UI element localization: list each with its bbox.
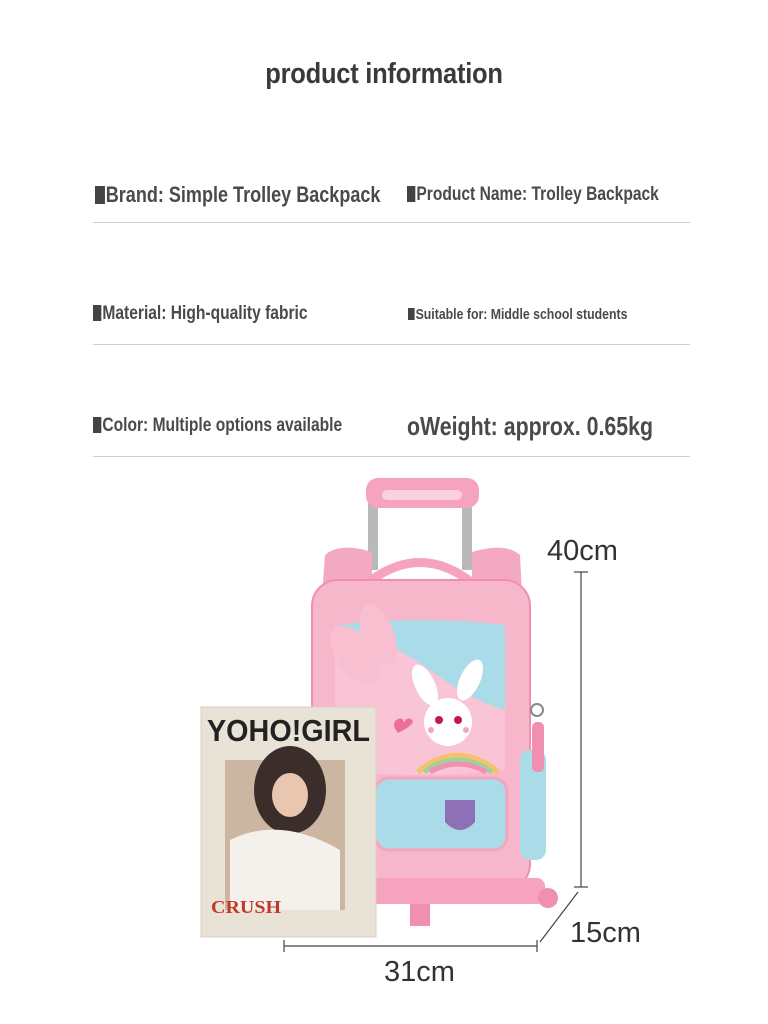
bullet-icon: [95, 186, 105, 204]
spec-weight: [407, 411, 653, 442]
wheel-base: [365, 878, 545, 904]
product-photo: [0, 460, 768, 1024]
dimension-height: 40cm: [547, 535, 618, 567]
bullet-icon: [93, 417, 102, 432]
spec-weight-text: oWeight: approx. 0.65kg: [407, 411, 654, 441]
wheel-icon: [538, 888, 558, 908]
magazine-cover-line: CRUSH: [211, 897, 281, 917]
front-pocket: [375, 778, 507, 850]
spec-material: [93, 303, 308, 325]
spec-product-name-text: Product Name: Trolley Backpack: [416, 184, 659, 205]
spec-brand-text: Brand: Simple Trolley Backpack: [105, 182, 381, 207]
trolley-handle: [366, 478, 479, 570]
bullet-icon: [93, 305, 102, 320]
dimension-depth: 15cm: [570, 917, 641, 949]
page-title: product information: [265, 58, 503, 90]
dimension-width: 31cm: [384, 956, 455, 988]
keychain-icon: [531, 704, 543, 716]
divider: [93, 344, 690, 345]
spec-suitable-for: [408, 306, 627, 323]
spec-suitable-for-text: Suitable for: Middle school students: [415, 306, 628, 323]
spec-material-text: Material: High-quality fabric: [102, 303, 308, 324]
spec-brand: [95, 182, 380, 208]
bullet-icon: [408, 308, 415, 320]
spec-color: [93, 415, 342, 437]
bullet-icon: [407, 186, 416, 201]
spec-color-text: Color: Multiple options available: [102, 415, 343, 436]
magazine-masthead: YOHO!GIRL: [207, 713, 370, 748]
divider: [93, 222, 690, 223]
divider: [93, 456, 690, 457]
spec-product-name: [407, 184, 659, 206]
badge-icon: [445, 800, 475, 830]
